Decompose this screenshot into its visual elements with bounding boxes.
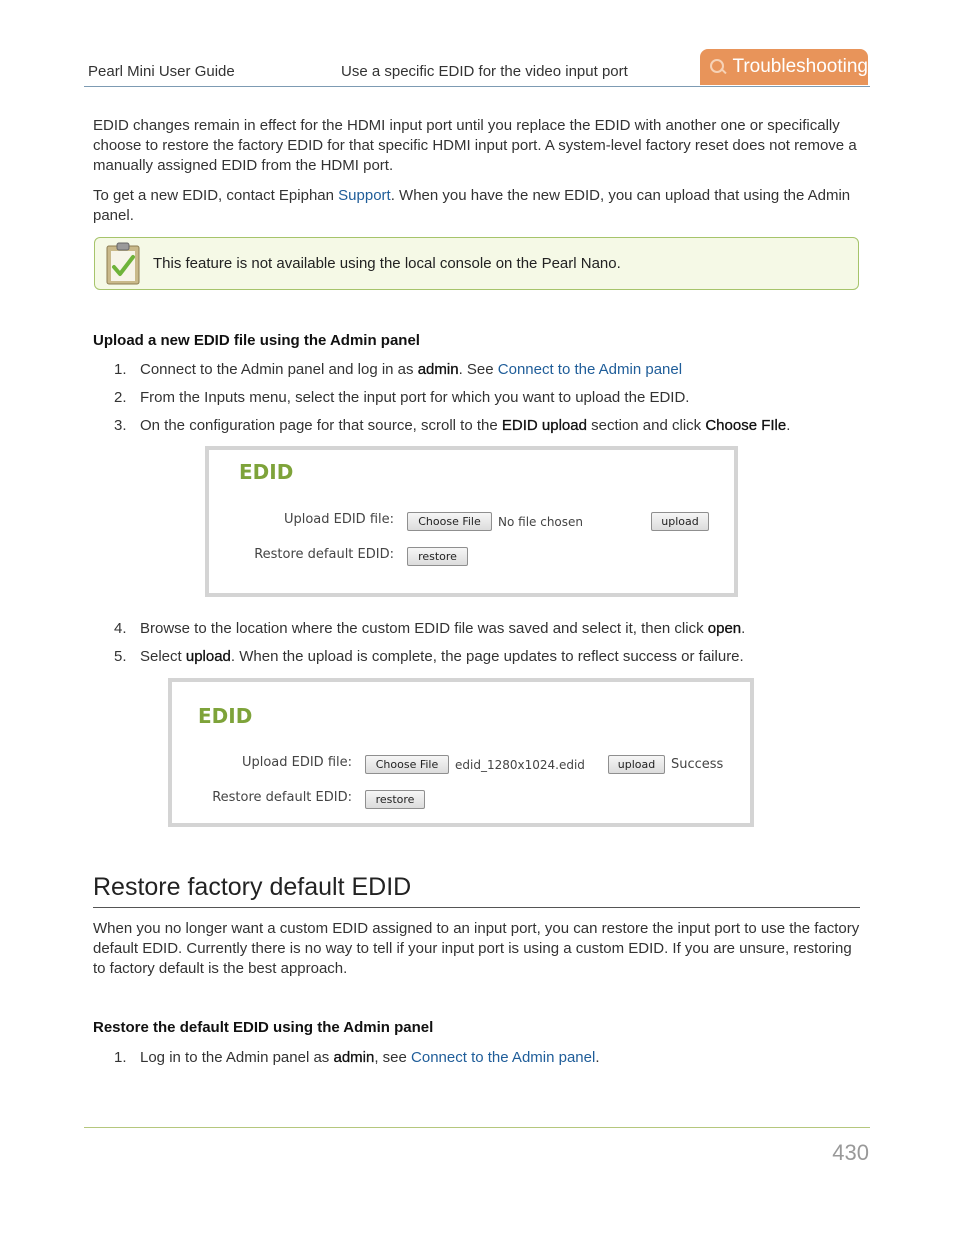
edid-panel-screenshot-2 [168, 678, 754, 827]
restore-section-heading: Restore the default EDID using the Admin panel [93, 1019, 434, 1036]
upload-step-2: 2. From the Inputs menu, select the input port for which you want to upload the EDID. [114, 389, 690, 406]
header-divider [84, 86, 870, 87]
upload-result: Success [671, 757, 724, 772]
search-icon [710, 59, 725, 75]
connect-admin-link[interactable]: Connect to the Admin panel [497, 361, 683, 378]
upload-edid-label: Upload EDID file: [241, 755, 352, 770]
footer-divider [84, 1127, 870, 1128]
restore-button[interactable]: restore [407, 547, 468, 566]
restore-button[interactable]: restore [365, 790, 425, 809]
note-box [94, 237, 859, 290]
note-text: This feature is not available using the local console on the Pearl Nano. [153, 255, 621, 272]
guide-title: Pearl Mini User Guide [88, 63, 235, 80]
troubleshooting-tab[interactable] [700, 49, 868, 85]
upload-step-5: 5. Select upload. When the upload is complete, the page updates to reflect success or failure. [114, 648, 744, 665]
upload-button[interactable]: upload [651, 512, 709, 531]
upload-edid-label: Upload EDID file: [283, 512, 394, 527]
file-status: No file chosen [498, 515, 584, 529]
restore-step-1: 1. Log in to the Admin panel as admin, see Connect to the Admin panel. [114, 1049, 600, 1066]
upload-step-4: 4. Browse to the location where the custom EDID file was saved and select it, then click open. [114, 620, 746, 637]
edid-title: EDID [239, 460, 294, 484]
intro-paragraph-1: EDID changes remain in effect for the HDMI input port until you replace the EDID with another one or specifically choose to restore the factory EDID for that specific HDMI input port. A system-level factory reset does not remove a manually assigned EDID from the HDMI port. [93, 117, 857, 174]
edid-title: EDID [198, 704, 253, 728]
section-title: Use a specific EDID for the video input port [341, 63, 628, 80]
choose-file-button[interactable]: Choose File [365, 755, 449, 774]
choose-file-button[interactable]: Choose File [407, 512, 492, 531]
clipboard-check-icon [105, 241, 141, 286]
restore-default-label: Restore default EDID: [254, 547, 394, 562]
edid-panel-screenshot-1 [205, 446, 738, 597]
intro-paragraph-2: To get a new EDID, contact Epiphan Support. When you have the new EDID, you can upload that using the Admin panel. [93, 187, 851, 224]
file-name: edid_1280x1024.edid [455, 758, 585, 772]
upload-button[interactable]: upload [608, 755, 665, 774]
restore-default-label: Restore default EDID: [212, 790, 352, 805]
upload-step-1: 1. Connect to the Admin panel and log in as admin. See Connect to the Admin panel [114, 361, 683, 378]
tab-label: Troubleshooting [732, 56, 868, 77]
section-divider [93, 907, 860, 908]
page-number: 430 [832, 1140, 869, 1165]
upload-step-3: 3. On the configuration page for that source, scroll to the EDID upload section and click Choose FIle. [114, 417, 791, 434]
restore-section-title: Restore factory default EDID [93, 873, 412, 901]
connect-admin-link[interactable]: Connect to the Admin panel [411, 1049, 596, 1066]
upload-section-heading: Upload a new EDID file using the Admin panel [93, 332, 420, 349]
restore-paragraph: When you no longer want a custom EDID assigned to an input port, you can restore the input port to use the factory default EDID. Currently there is no way to tell if your input port is using a custom EDID. If you are unsure, restoring to factory default is the best approach. [93, 920, 860, 977]
support-link[interactable]: Support [338, 187, 391, 204]
